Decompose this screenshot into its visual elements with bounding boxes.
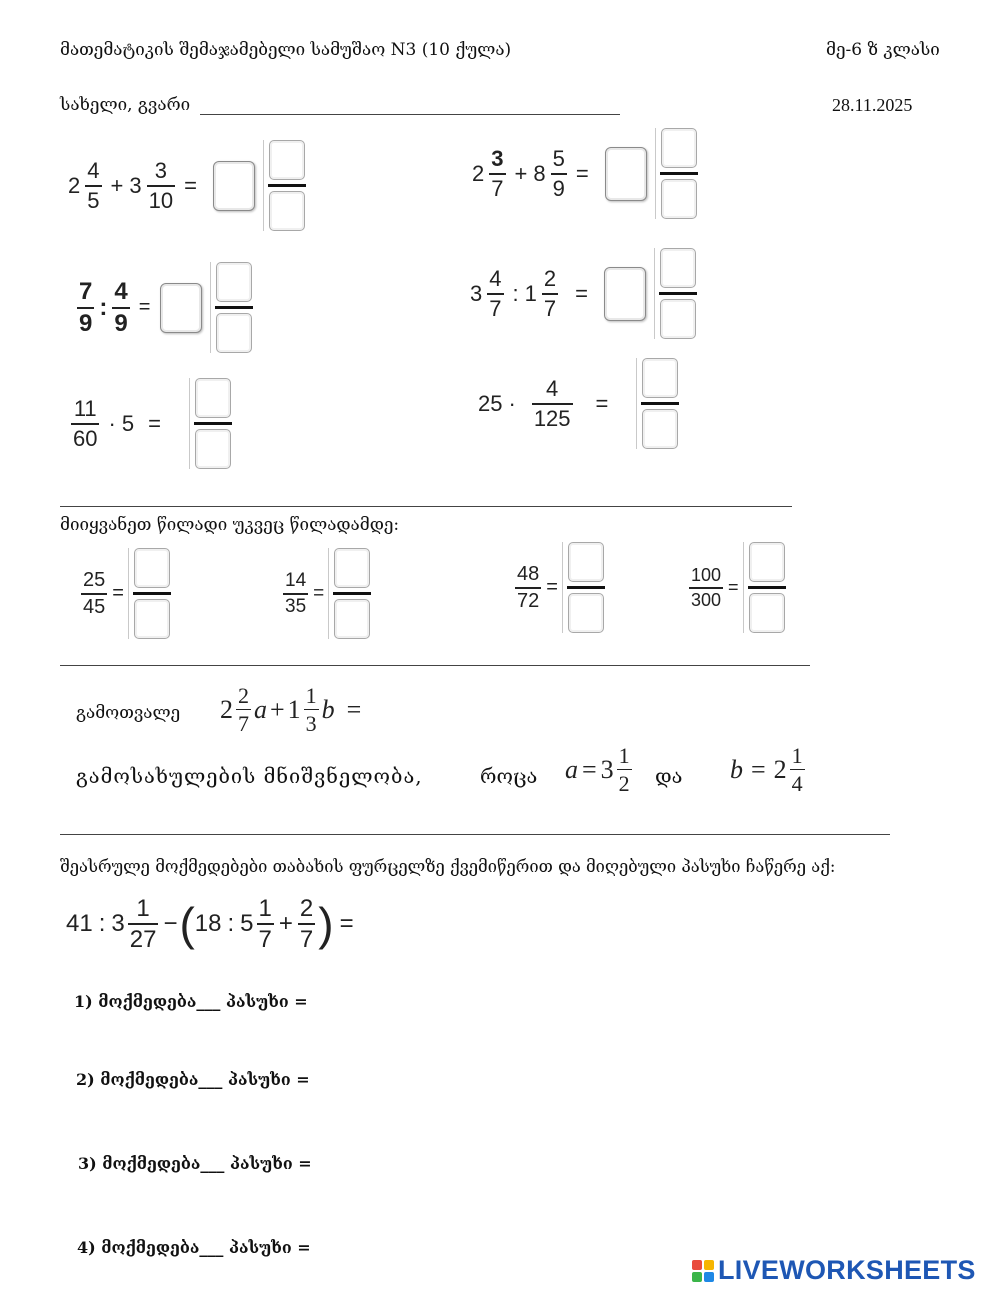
fraction: $\frac{3}{10}$ (148, 158, 174, 213)
fraction-bar (333, 592, 371, 595)
fraction: $\frac{7}{9}$ (79, 278, 93, 337)
step-4-label: 4) მოქმედება___ პასუხი = (77, 1238, 311, 1257)
equals-sign: = (346, 694, 362, 724)
variable-b: b (730, 754, 743, 784)
date-label: 28.11.2025 (832, 95, 913, 115)
grade-label: მე-6 ზ კლასი (826, 40, 940, 60)
problem-6 (478, 358, 679, 449)
whole: 5 (240, 910, 254, 938)
whole: 1 (287, 694, 301, 724)
logo-square-green (692, 1272, 702, 1282)
answer-denominator-input[interactable] (216, 313, 252, 353)
answer-whole-input[interactable] (160, 283, 202, 333)
answer-denominator-input[interactable] (749, 593, 785, 633)
multiply-sign: · (508, 390, 516, 416)
reduce-instruction: მიიყვანეთ წილადი უკვეც წილადამდე: (60, 515, 400, 535)
whole: 2 (68, 172, 81, 198)
logo-text: LIVEWORKSHEETS (718, 1255, 976, 1285)
logo-icon (692, 1260, 714, 1282)
answer-fraction (263, 140, 306, 231)
value-b (730, 744, 808, 795)
fraction: $\frac{14}{35}$ (285, 569, 307, 617)
equals-sign: = (575, 280, 588, 306)
equals-sign: = (112, 582, 124, 604)
problem-5 (68, 378, 232, 469)
fraction-bar (215, 306, 253, 309)
answer-fraction (654, 248, 697, 339)
answer-fraction (655, 128, 698, 219)
compute-expression (66, 896, 360, 952)
when-label: როცა (480, 764, 538, 788)
left-paren: ( (179, 898, 195, 951)
equals-sign: = (184, 172, 197, 198)
equals-sign: = (313, 582, 325, 604)
whole: 2 (220, 694, 233, 724)
divide-sign: : (99, 293, 108, 321)
variable-b: b (321, 694, 335, 724)
fraction: $\frac{48}{72}$ (517, 562, 540, 612)
section-divider (60, 506, 792, 507)
whole: 2 (472, 160, 485, 186)
problem-3 (74, 262, 253, 353)
answer-fraction (189, 378, 232, 469)
fraction: $\frac{4}{5}$ (87, 158, 100, 213)
fraction-bar (133, 592, 171, 595)
reduce-item-4 (686, 542, 786, 633)
fraction: $\frac{4}{7}$ (489, 266, 502, 321)
divide-sign: : (512, 280, 519, 306)
liveworksheets-logo (692, 1255, 976, 1286)
fraction: $\frac{1}{7}$ (258, 895, 272, 954)
whole: 1 (524, 280, 537, 306)
fraction: $\frac{2}{7}$ (543, 266, 557, 321)
fraction: $\frac{100}{300}$ (691, 564, 722, 610)
variable-a: a (254, 694, 267, 724)
equals-sign: = (728, 577, 739, 597)
answer-fraction (210, 262, 253, 353)
simplify-expression (220, 684, 367, 735)
answer-whole-input[interactable] (605, 147, 647, 201)
multiplier: 5 (121, 410, 135, 436)
answer-numerator-input[interactable] (195, 378, 231, 418)
answer-whole-input[interactable] (213, 161, 255, 211)
fraction-bar (194, 422, 232, 425)
fraction: $\frac{2}{7}$ (238, 683, 249, 737)
fraction-bar (641, 402, 679, 405)
fraction: $\frac{2}{7}$ (299, 895, 314, 954)
fraction-bar (659, 292, 697, 295)
answer-denominator-input[interactable] (334, 599, 370, 639)
multiplier: 25 (478, 390, 503, 416)
answer-fraction (128, 548, 171, 639)
equals-sign: = (582, 754, 597, 784)
equals-sign: = (138, 296, 151, 318)
answer-numerator-input[interactable] (334, 548, 370, 588)
value-label: გამოსახულების მნიშვნელობა, (76, 764, 423, 788)
name-label: სახელი, გვარი (60, 95, 191, 115)
plus-sign: + (270, 694, 285, 724)
variable-a: a (565, 754, 578, 784)
step-1-label: 1) მოქმედება___ პასუხი = (74, 992, 308, 1011)
section-divider (60, 665, 810, 666)
minus-sign: − (163, 910, 178, 938)
answer-fraction (562, 542, 605, 633)
fraction: $\frac{5}{9}$ (552, 146, 565, 201)
plus-sign: + (514, 160, 528, 186)
answer-denominator-input[interactable] (568, 593, 604, 633)
multiply-sign: · (108, 410, 116, 436)
fraction-bar (660, 172, 698, 175)
worksheet-title: მათემატიკის შემაჯამებელი სამუშაო N3 (10 ქულა) (60, 40, 512, 60)
whole: 3 (470, 280, 483, 306)
fraction: $\frac{1}{4}$ (791, 743, 803, 797)
number: 18 (194, 910, 222, 938)
equals-sign: = (339, 910, 354, 938)
fraction: $\frac{4}{125}$ (533, 376, 571, 431)
answer-numerator-input[interactable] (749, 542, 785, 582)
equals-sign: = (595, 390, 609, 416)
answer-denominator-input[interactable] (195, 429, 231, 469)
answer-denominator-input[interactable] (661, 179, 697, 219)
step-3-label: 3) მოქმედება___ პასუხი = (78, 1154, 312, 1173)
right-paren: ) (318, 898, 334, 951)
whole: 3 (600, 754, 614, 784)
and-label: და (655, 764, 683, 788)
section-divider (60, 834, 890, 835)
name-line (200, 114, 620, 115)
whole: 3 (129, 172, 142, 198)
answer-denominator-input[interactable] (660, 299, 696, 339)
answer-numerator-input[interactable] (661, 128, 697, 168)
reduce-item-2 (280, 548, 371, 639)
fraction-bar (567, 586, 605, 589)
fraction: $\frac{25}{45}$ (83, 568, 106, 618)
answer-denominator-input[interactable] (269, 191, 305, 231)
answer-fraction (636, 358, 679, 449)
divide-sign: : (98, 910, 106, 938)
answer-denominator-input[interactable] (134, 599, 170, 639)
problem-4 (470, 248, 697, 339)
fraction: $\frac{4}{9}$ (114, 278, 128, 337)
whole: 3 (111, 910, 125, 938)
simplify-label: გამოთვალე (76, 703, 181, 723)
problem-2 (472, 128, 698, 219)
divide-sign: : (227, 910, 235, 938)
step-2-label: 2) მოქმედება___ პასუხი = (76, 1070, 310, 1089)
answer-numerator-input[interactable] (134, 548, 170, 588)
value-a (565, 744, 635, 795)
fraction: $\frac{1}{27}$ (129, 895, 157, 954)
fraction: $\frac{3}{7}$ (491, 146, 504, 201)
answer-numerator-input[interactable] (568, 542, 604, 582)
answer-denominator-input[interactable] (642, 409, 678, 449)
answer-fraction (328, 548, 371, 639)
plus-sign: + (110, 172, 124, 198)
answer-whole-input[interactable] (604, 267, 646, 321)
fraction: $\frac{11}{60}$ (73, 396, 98, 451)
logo-square-blue (704, 1272, 714, 1282)
plus-sign: + (278, 910, 293, 938)
logo-square-yellow (704, 1260, 714, 1270)
compute-instruction: შეასრულე მოქმედებები თაბახის ფურცელზე ქვემიწერით და მიღებული პასუხი ჩაწერე აქ: (60, 857, 836, 876)
answer-numerator-input[interactable] (216, 262, 252, 302)
whole: 2 (773, 754, 787, 784)
answer-numerator-input[interactable] (642, 358, 678, 398)
equals-sign: = (148, 410, 161, 436)
reduce-item-3 (512, 542, 605, 633)
equals-sign: = (546, 576, 558, 598)
problem-1 (68, 140, 306, 231)
logo-square-red (692, 1260, 702, 1270)
equals-sign: = (751, 754, 766, 784)
fraction: $\frac{1}{3}$ (305, 683, 317, 737)
answer-numerator-input[interactable] (269, 140, 305, 180)
answer-numerator-input[interactable] (660, 248, 696, 288)
fraction-bar (748, 586, 786, 589)
fraction: $\frac{1}{2}$ (618, 743, 630, 797)
answer-fraction (743, 542, 786, 633)
number: 41 (66, 910, 93, 938)
equals-sign: = (575, 160, 589, 186)
whole: 8 (533, 160, 546, 186)
fraction-bar (268, 184, 306, 187)
reduce-item-1 (78, 548, 171, 639)
